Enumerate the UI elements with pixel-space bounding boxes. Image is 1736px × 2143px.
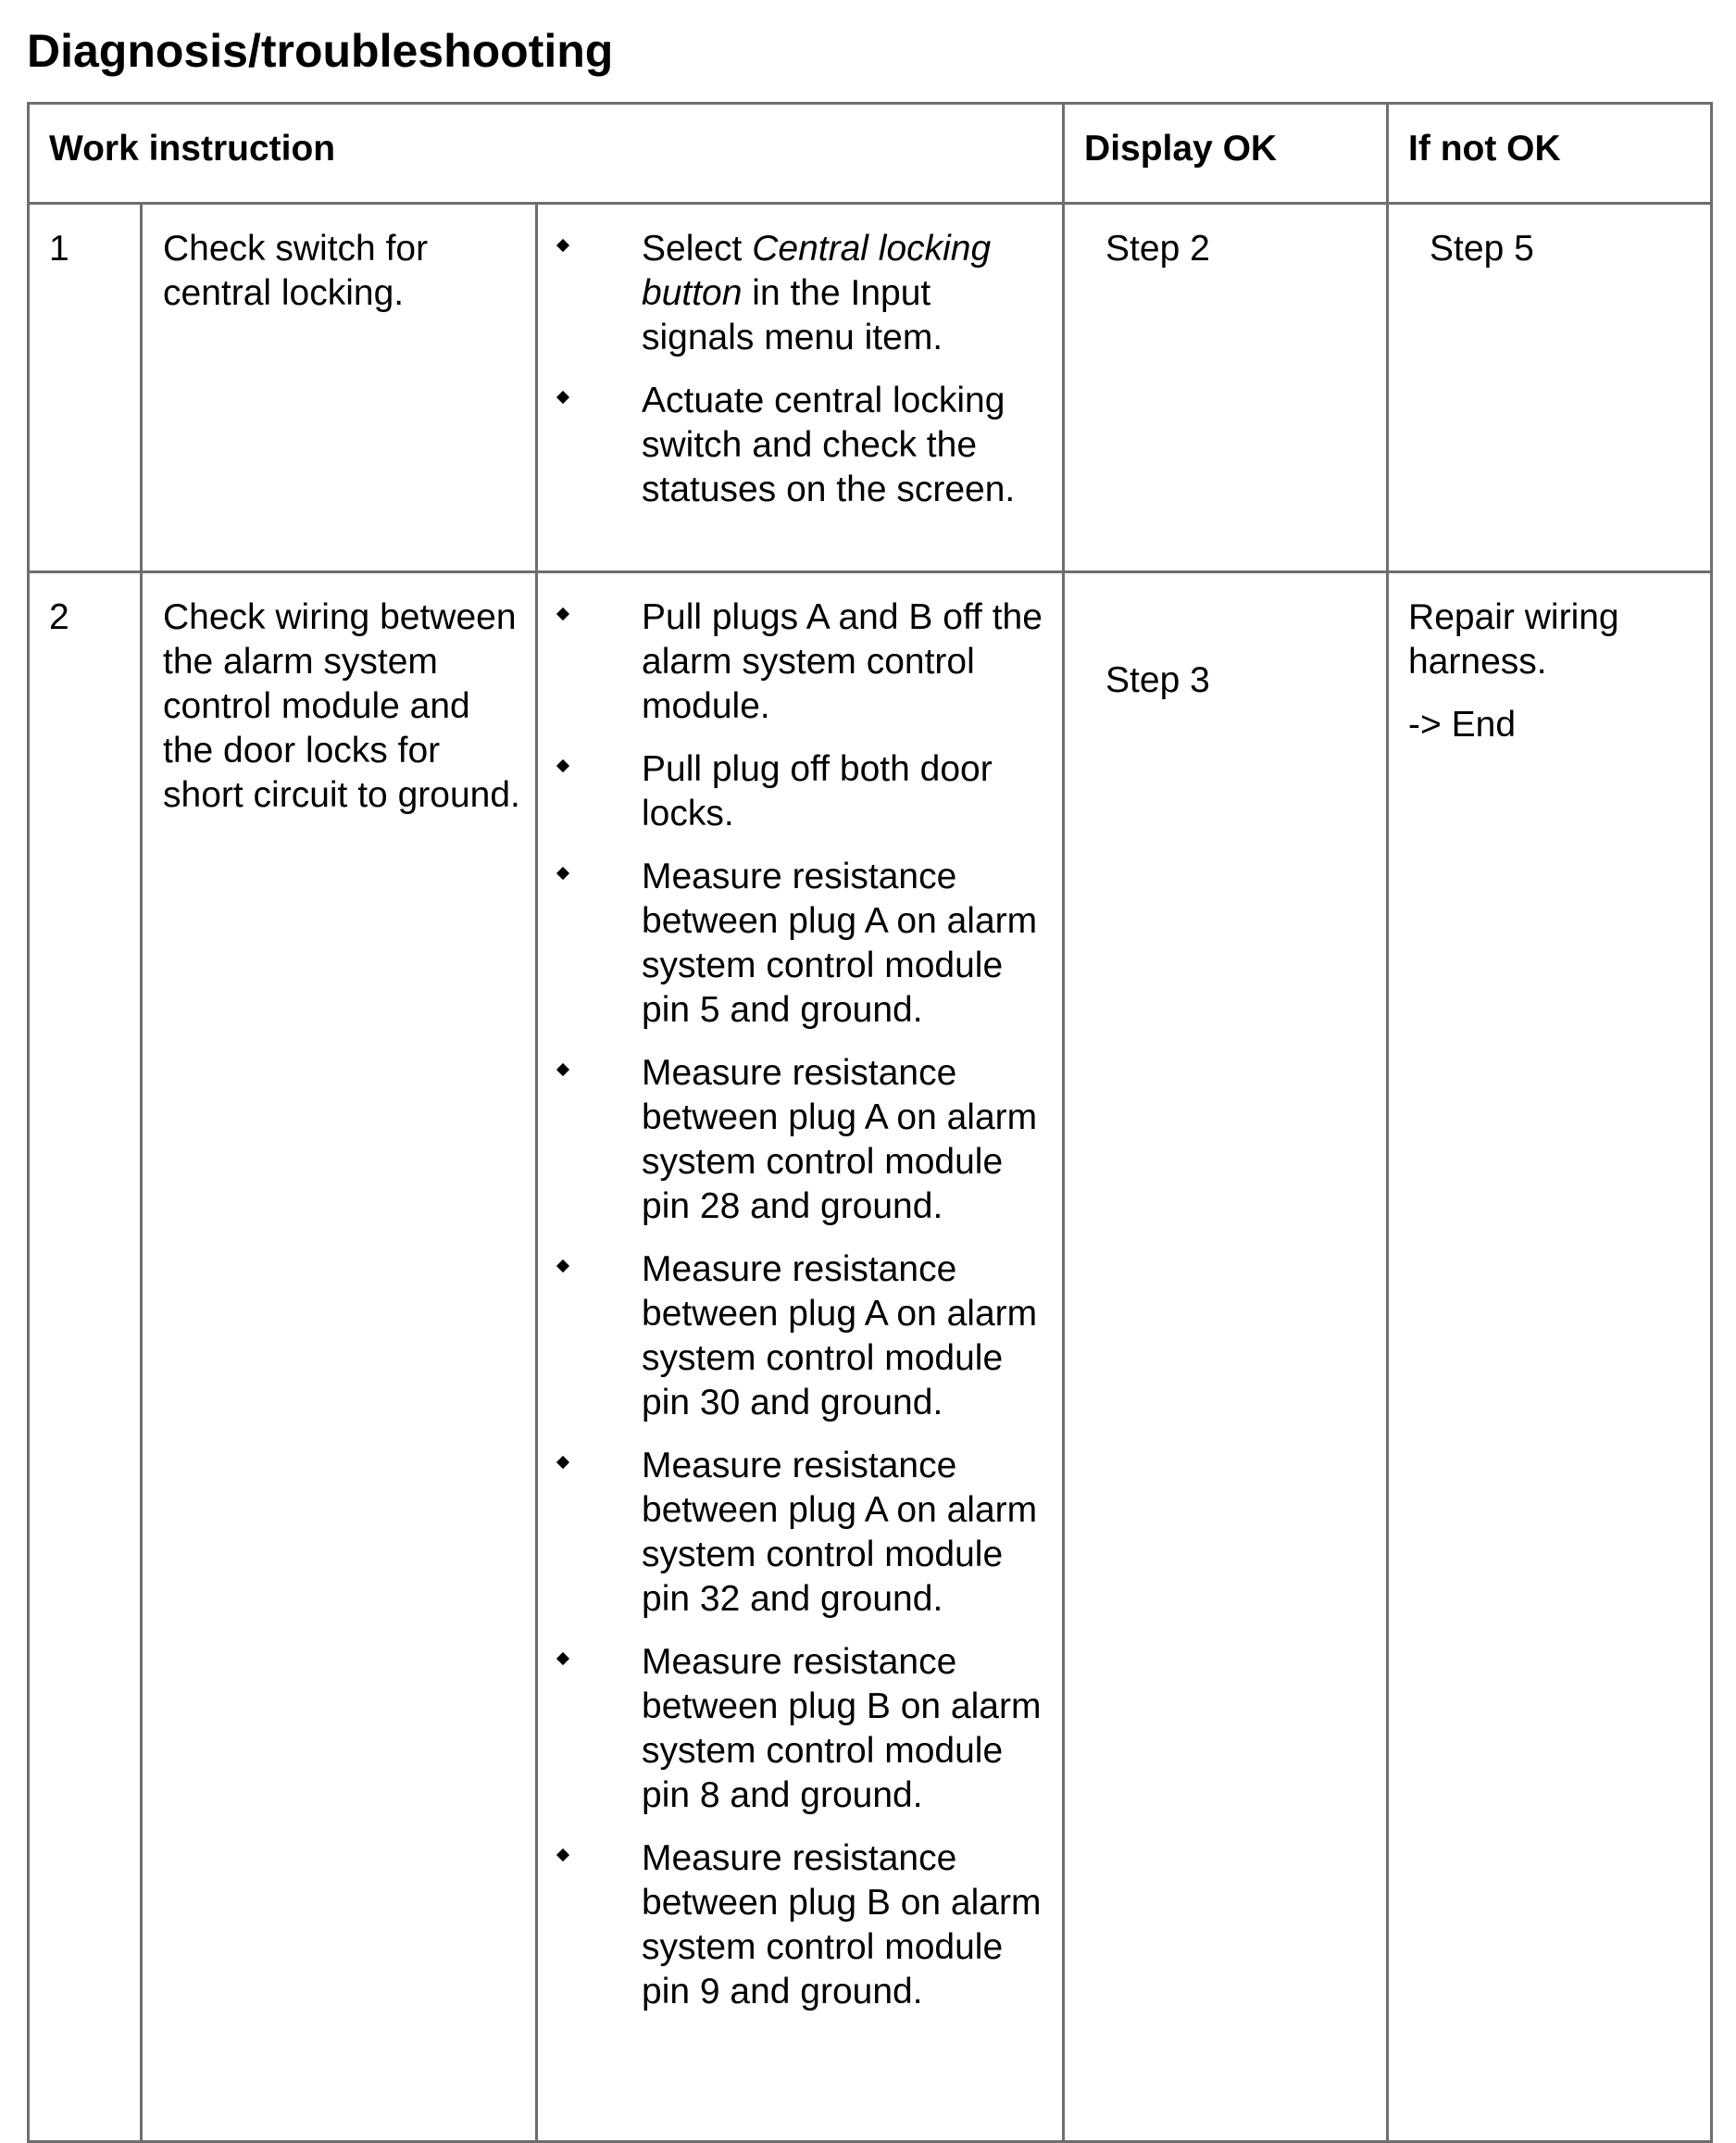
step-item: Measure resistance between plug B on alarm system control module pin 9 and ground. [538, 1836, 1053, 2014]
step-item: Measure resistance between plug A on alarm system control module pin 30 and ground. [538, 1247, 1053, 1425]
display-ok-value: Step 3 [1064, 572, 1388, 2142]
header-if-not-ok: If not OK [1388, 104, 1712, 204]
if-not-ok-value: Step 5 [1388, 204, 1712, 572]
if-not-ok-line: -> End [1408, 705, 1517, 745]
check-description: Check wiring between the alarm system control module and the door locks for short circuit to ground. [142, 572, 537, 2142]
diamond-bullet-icon [556, 1259, 569, 1272]
check-description: Check switch for central locking. [142, 204, 537, 572]
diamond-bullet-icon [556, 1063, 569, 1076]
step-item: Pull plug off both door locks. [538, 747, 1053, 836]
instruction-steps [537, 204, 1064, 572]
diamond-bullet-icon [556, 759, 569, 772]
header-work-instruction: Work instruction [29, 104, 1064, 204]
diamond-bullet-icon [556, 1652, 569, 1665]
page-title: Diagnosis/troubleshooting [27, 25, 614, 77]
table-header-row [29, 104, 1712, 204]
step-item: Select Central locking button in the Input signals menu item. [538, 227, 1053, 360]
diagnosis-table [27, 102, 1713, 2143]
table-row [29, 572, 1712, 2142]
step-item: Actuate central locking switch and check the statuses on the screen. [538, 379, 1053, 512]
if-not-ok-value [1388, 572, 1712, 2142]
diamond-bullet-icon [556, 239, 569, 252]
diamond-bullet-icon [556, 391, 569, 404]
table-row [29, 204, 1712, 572]
row-number: 1 [29, 204, 142, 572]
diamond-bullet-icon [556, 1848, 569, 1861]
if-not-ok-line: Repair wiring harness. [1408, 597, 1619, 682]
diamond-bullet-icon [556, 867, 569, 880]
step-item: Measure resistance between plug A on alarm system control module pin 5 and ground. [538, 855, 1053, 1033]
step-item: Measure resistance between plug A on alarm system control module pin 32 and ground. [538, 1444, 1053, 1622]
step-item: Pull plugs A and B off the alarm system control module. [538, 595, 1053, 729]
display-ok-value: Step 2 [1064, 204, 1388, 572]
step-item: Measure resistance between plug A on alarm system control module pin 28 and ground. [538, 1051, 1053, 1229]
step-item: Measure resistance between plug B on alarm system control module pin 8 and ground. [538, 1640, 1053, 1818]
instruction-steps [537, 572, 1064, 2142]
row-number: 2 [29, 572, 142, 2142]
header-display-ok: Display OK [1064, 104, 1388, 204]
diamond-bullet-icon [556, 608, 569, 620]
diamond-bullet-icon [556, 1456, 569, 1469]
step-list [538, 573, 1062, 2014]
step-list [538, 205, 1062, 512]
